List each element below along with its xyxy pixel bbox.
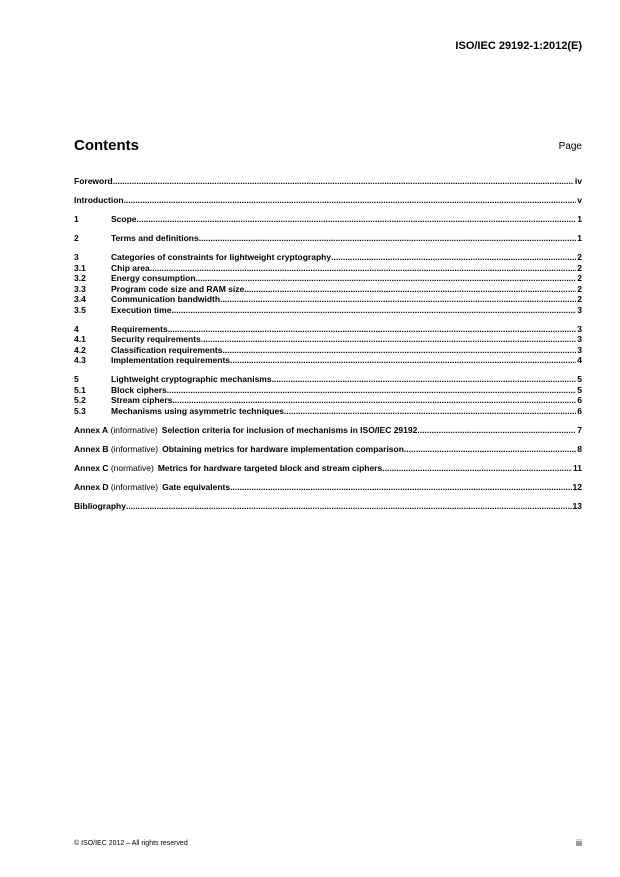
toc-entry-title: Security requirements xyxy=(111,334,201,344)
annex-label: Annex D xyxy=(74,481,109,492)
toc-entry-page: 2 xyxy=(577,294,582,304)
toc-dot-leader xyxy=(272,374,577,385)
toc-entry[interactable] xyxy=(74,355,582,366)
annex-title: Metrics for hardware targeted block and stream ciphers xyxy=(157,462,383,473)
annex-title: Selection criteria for inclusion of mechanisms in ISO/IEC 29192 xyxy=(161,424,418,435)
toc-entry[interactable] xyxy=(74,385,582,396)
annex-title: Gate equivalents xyxy=(162,481,231,492)
toc-entry-number: 1 xyxy=(74,214,79,224)
toc-dot-leader xyxy=(284,406,576,417)
toc-entry-title: Scope xyxy=(111,214,137,224)
bibliography-title: Bibliography xyxy=(74,500,126,511)
toc-dot-leader xyxy=(168,324,577,335)
toc-entry-title: Introduction xyxy=(74,195,124,205)
toc-annex-entry[interactable] xyxy=(74,482,582,493)
toc-entry-page: 5 xyxy=(577,374,582,384)
toc-entry[interactable] xyxy=(74,406,582,417)
footer-page-number: iii xyxy=(576,838,582,848)
toc-entry[interactable] xyxy=(74,273,582,284)
toc-entry-number: 3 xyxy=(74,252,79,262)
toc-entry-number: 4 xyxy=(74,323,79,334)
toc-dot-leader xyxy=(230,355,576,366)
toc-entry-number: 5.2 xyxy=(74,395,86,405)
toc-entry-number: 5.3 xyxy=(74,405,86,416)
toc-entry-page: 6 xyxy=(577,405,582,416)
toc-entry-title: Program code size and RAM size xyxy=(111,283,245,294)
toc-dot-leader xyxy=(137,214,577,225)
bibliography-page: 13 xyxy=(572,500,582,511)
contents-title: Contents xyxy=(74,137,139,154)
toc-dot-leader xyxy=(382,463,572,474)
toc-entry-number: 4.3 xyxy=(74,355,86,365)
table-of-contents xyxy=(74,176,582,511)
toc-entry[interactable] xyxy=(74,176,582,187)
toc-entry[interactable] xyxy=(74,294,582,305)
toc-entry-title: Stream ciphers xyxy=(111,395,173,405)
toc-entry-number: 5.1 xyxy=(74,384,86,395)
toc-dot-leader xyxy=(167,385,577,396)
toc-entry-page: 4 xyxy=(577,355,582,365)
toc-entry-page: 3 xyxy=(577,344,582,355)
toc-entry[interactable] xyxy=(74,284,582,295)
annex-page: 8 xyxy=(577,443,582,454)
toc-entry-number: 2 xyxy=(74,233,79,243)
toc-entry[interactable] xyxy=(74,252,582,263)
toc-entry-title: Execution time xyxy=(111,304,172,315)
toc-entry-number: 3.1 xyxy=(74,262,86,273)
toc-dot-leader xyxy=(124,195,577,206)
toc-entry-number: 3.5 xyxy=(74,304,86,315)
toc-entry-page: 2 xyxy=(577,252,582,262)
toc-dot-leader xyxy=(417,425,576,436)
toc-entry-page: 2 xyxy=(577,262,582,273)
toc-dot-leader xyxy=(150,263,577,274)
annex-label: Annex B xyxy=(74,443,109,454)
toc-dot-leader xyxy=(404,444,576,455)
toc-entry-page: 1 xyxy=(577,233,582,243)
toc-dot-leader xyxy=(196,273,577,284)
annex-page: 11 xyxy=(573,462,582,473)
annex-type: (informative) xyxy=(110,424,158,435)
toc-entry-title: Implementation requirements xyxy=(111,355,231,365)
annex-label: Annex A xyxy=(74,424,109,435)
toc-entry-page: 6 xyxy=(577,395,582,405)
toc-annex-entry[interactable] xyxy=(74,463,582,474)
toc-entry-number: 3.2 xyxy=(74,273,86,283)
toc-entry-title: Foreword xyxy=(74,176,113,186)
annex-label: Annex C xyxy=(74,462,109,473)
toc-entry-title: Mechanisms using asymmetric techniques xyxy=(111,405,284,416)
page-header: ISO/IEC 29192-1:2012(E) xyxy=(455,40,582,52)
toc-dot-leader xyxy=(201,334,577,345)
annex-page: 12 xyxy=(572,481,582,492)
toc-bibliography-entry[interactable] xyxy=(74,501,582,512)
toc-dot-leader xyxy=(171,305,576,316)
toc-entry[interactable] xyxy=(74,395,582,406)
annex-type: (informative) xyxy=(110,443,159,454)
toc-dot-leader xyxy=(113,176,574,187)
toc-entry[interactable] xyxy=(74,334,582,345)
toc-entry-page: 3 xyxy=(577,304,582,315)
toc-entry-page: iv xyxy=(574,176,582,186)
toc-dot-leader xyxy=(244,284,576,295)
toc-dot-leader xyxy=(331,252,576,263)
annex-type: (normative) xyxy=(110,462,154,473)
toc-entry-number: 3.3 xyxy=(74,283,86,294)
annex-type: (informative) xyxy=(110,481,159,492)
toc-entry-page: 2 xyxy=(577,273,582,283)
toc-annex-entry[interactable] xyxy=(74,425,582,436)
toc-entry-number: 5 xyxy=(74,374,79,384)
toc-dot-leader xyxy=(172,395,576,406)
toc-entry-page: 3 xyxy=(577,334,582,344)
annex-page: 7 xyxy=(577,424,582,435)
toc-entry-title: Energy consumption xyxy=(111,273,196,283)
toc-entry-page: 5 xyxy=(577,384,582,395)
toc-dot-leader xyxy=(230,482,571,493)
toc-dot-leader xyxy=(199,233,577,244)
toc-entry[interactable] xyxy=(74,233,582,244)
toc-entry-title: Block ciphers xyxy=(111,384,167,395)
toc-dot-leader xyxy=(126,501,572,512)
toc-entry-title: Requirements xyxy=(111,323,168,334)
toc-dot-leader xyxy=(222,345,576,356)
toc-entry[interactable] xyxy=(74,324,582,335)
toc-entry[interactable] xyxy=(74,374,582,385)
annex-title: Obtaining metrics for hardware implementation comparison xyxy=(162,443,404,454)
toc-entry-title: Communication bandwidth xyxy=(111,294,221,304)
toc-entry-title: Chip area xyxy=(111,262,150,273)
toc-entry[interactable] xyxy=(74,263,582,274)
toc-entry-page: 3 xyxy=(577,323,582,334)
toc-dot-leader xyxy=(220,294,576,305)
toc-entry[interactable] xyxy=(74,345,582,356)
page-column-label: Page xyxy=(558,141,582,152)
toc-entry-page: 1 xyxy=(577,214,582,224)
toc-entry-number: 4.2 xyxy=(74,344,86,355)
toc-entry-page: v xyxy=(577,195,582,205)
toc-entry-title: Terms and definitions xyxy=(111,233,199,243)
toc-entry-number: 3.4 xyxy=(74,294,86,304)
toc-entry-title: Classification requirements xyxy=(111,344,223,355)
toc-entry-title: Lightweight cryptographic mechanisms xyxy=(111,374,272,384)
toc-entry-page: 2 xyxy=(577,283,582,294)
toc-entry-number: 4.1 xyxy=(74,334,86,344)
toc-annex-entry[interactable] xyxy=(74,444,582,455)
toc-entry[interactable] xyxy=(74,305,582,316)
toc-entry-title: Categories of constraints for lightweight cryptography xyxy=(111,252,332,262)
toc-entry[interactable] xyxy=(74,195,582,206)
toc-entry[interactable] xyxy=(74,214,582,225)
footer-copyright: © ISO/IEC 2012 – All rights reserved xyxy=(74,840,188,847)
